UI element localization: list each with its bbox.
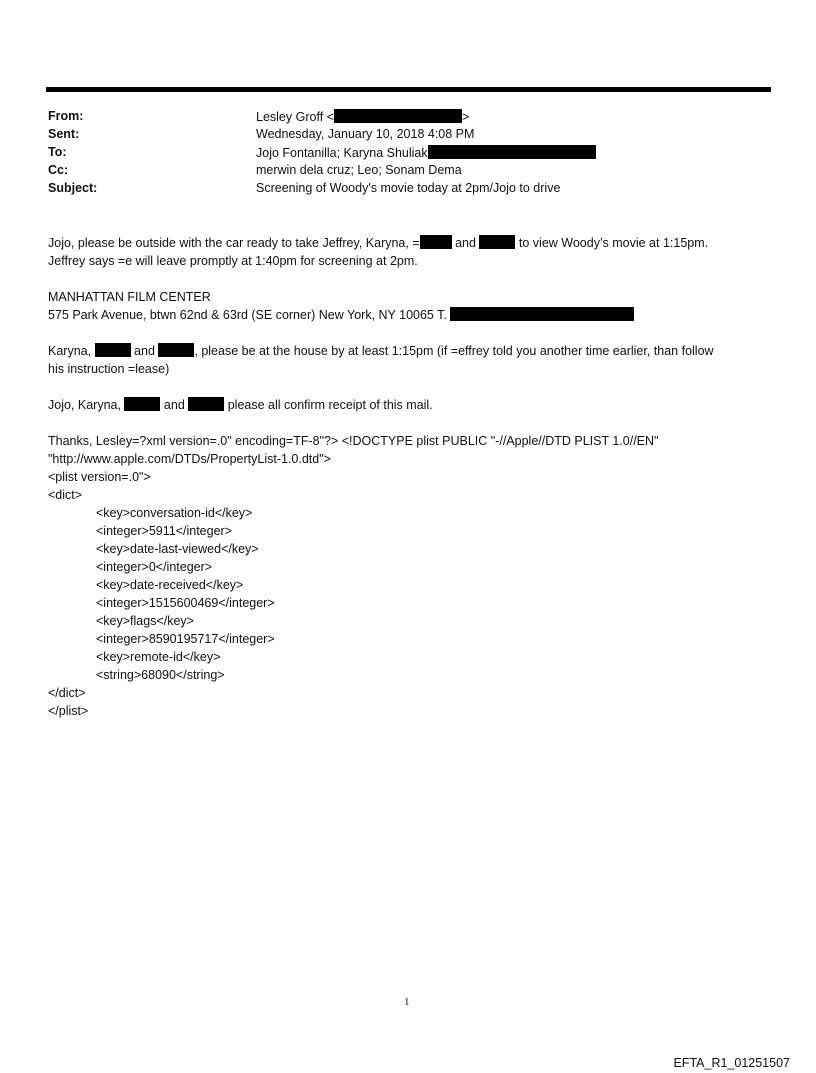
xml-line: Thanks, Lesley=?xml version=.0" encoding=TF-8"?> <!DOCTYPE plist PUBLIC "-//Apple//DTD PLIST 1.0//EN": [48, 434, 659, 448]
xml-line: <key>date-received</key>: [96, 578, 244, 592]
page-number: 1: [404, 996, 410, 1008]
xml-line: <integer>1515600469</integer>: [96, 596, 275, 610]
from-close: >: [461, 110, 470, 124]
redaction-block: [158, 343, 194, 357]
xml-line: "http://www.apple.com/DTDs/PropertyList-1.0.dtd">: [48, 452, 331, 466]
to-names: Jojo Fontanilla; Karyna Shuliak: [256, 146, 428, 160]
xml-line: </plist>: [48, 704, 89, 718]
sent-value: Wednesday, January 10, 2018 4:08 PM: [256, 127, 475, 141]
redaction-block: [479, 235, 515, 249]
xml-line: </dict>: [48, 686, 86, 700]
xml-line: <integer>8590195717</integer>: [96, 632, 275, 646]
sent-label: Sent:: [48, 127, 80, 141]
xml-line: <string>68090</string>: [96, 668, 225, 682]
redaction-block: [450, 307, 634, 321]
paragraph-2: [48, 288, 634, 324]
paragraph-1: [48, 234, 708, 270]
xml-line: <key>remote-id</key>: [96, 650, 221, 664]
paragraph-3: [48, 342, 714, 378]
redaction-block: [428, 145, 596, 159]
subject-value: Screening of Woody's movie today at 2pm/Jojo to drive: [256, 181, 561, 195]
to-label: To:: [48, 145, 67, 159]
xml-line: <key>conversation-id</key>: [96, 506, 253, 520]
subject-label: Subject:: [48, 181, 98, 195]
venue-address: 575 Park Avenue, btwn 62nd & 63rd (SE corner) New York, NY 10065 T.: [48, 306, 634, 324]
redaction-block: [188, 397, 224, 411]
paragraph-1-line-1: Jojo, please be outside with the car ready to take Jeffrey, Karyna, = and to view Woody’s movie at 1:15pm.: [48, 236, 709, 250]
paragraph-3-line-1: Karyna, and , please be at the house by at least 1:15pm (if =effrey told you another time earlier, than follow: [48, 344, 714, 358]
venue-name: MANHATTAN FILM CENTER: [48, 290, 211, 304]
xml-line: <integer>0</integer>: [96, 560, 213, 574]
xml-line: <key>flags</key>: [96, 614, 194, 628]
redaction-block: [95, 343, 131, 357]
document-id: EFTA_R1_01251507: [673, 1056, 790, 1070]
header-rule: [46, 87, 771, 92]
from-name: Lesley Groff <: [256, 110, 334, 124]
xml-line: <integer>5911</integer>: [96, 524, 232, 538]
xml-block: [48, 432, 658, 720]
redaction-block: [334, 109, 462, 123]
redaction-block: [124, 397, 160, 411]
xml-line: <plist version=.0">: [48, 470, 151, 484]
paragraph-4: Jojo, Karyna, and please all confirm receipt of this mail.: [48, 398, 433, 412]
to-value: [256, 145, 596, 160]
from-label: From:: [48, 109, 84, 123]
paragraph-1-line-2: Jeffrey says =e will leave promptly at 1:40pm for screening at 2pm.: [48, 254, 418, 268]
xml-line: <key>date-last-viewed</key>: [96, 542, 259, 556]
redaction-block: [420, 235, 452, 249]
paragraph-3-line-2: his instruction =lease): [48, 362, 170, 376]
cc-value: merwin dela cruz; Leo; Sonam Dema: [256, 163, 462, 177]
cc-label: Cc:: [48, 163, 69, 177]
xml-line: <dict>: [48, 488, 83, 502]
from-value: [256, 109, 469, 124]
